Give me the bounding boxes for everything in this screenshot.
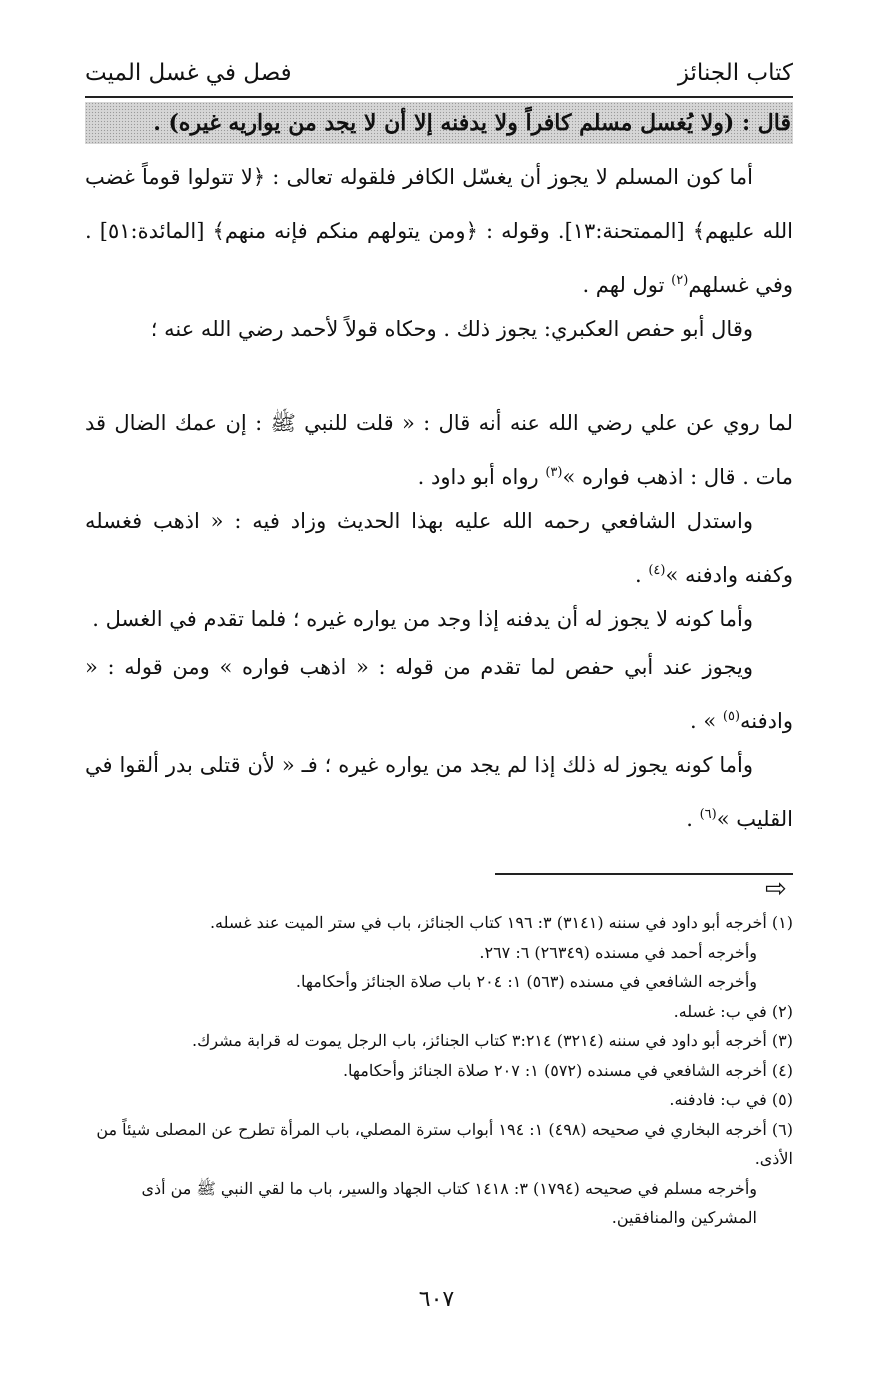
footnote-6: (٦) أخرجه البخاري في صحيحه (٤٩٨) ١: ١٩٤ أبواب سترة المصلي، باب المرأة تطرح عن المصلى شيئاً من الأذى. [96, 1119, 793, 1168]
footnote-ref-4: (٤) [648, 563, 666, 578]
running-header [85, 56, 793, 98]
footnote-ref-6: (٦) [699, 807, 717, 822]
footnote-5: (٥) في ب: فادفنه. [669, 1090, 793, 1109]
footnote-6-continued: وأخرجه مسلم في صحيحه (١٧٩٤) ٣: ١٤١٨ كتاب الجهاد والسير، باب ما لقي النبي ﷺ من أذى المشركين والمنافقين. [141, 1178, 757, 1227]
footnote-3: (٣) أخرجه أبو داود في سننه (٣٢١٤) ٣:٢١٤ كتاب الجنائز، باب الرجل يموت له قرابة مشرك. [192, 1031, 793, 1050]
page-number: ٦٠٧ [418, 1287, 455, 1312]
footnote-1-continued: وأخرجه الشافعي في مسنده (٥٦٣) ١: ٢٠٤ باب صلاة الجنائز وأحكامها. [295, 972, 757, 991]
paragraph-6: ويجوز عند أبي حفص لما تقدم من قوله : « اذهب فواره » ومن قوله : « وادفنه$^{(٥)}$ » . [85, 655, 793, 733]
footnote-separator [495, 873, 793, 875]
footnotes [85, 908, 793, 1233]
section-title: فصل في غسل الميت [85, 60, 292, 86]
book-title: كتاب الجنائز [677, 60, 793, 86]
paragraph-3: لما روي عن علي رضي الله عنه أنه قال : « قلت للنبي ﷺ : إن عمك الضال قد مات . قال : اذهب فواره »$^{(٣)}$ رواه أبو داود . [85, 411, 793, 489]
footnote-1: (١) أخرجه أبو داود في سننه (٣١٤١) ٣: ١٩٦ كتاب الجنائز، باب في ستر الميت عند غسله. [209, 913, 793, 932]
footnote-ref-2: (٢) [671, 273, 689, 288]
paragraph-7: وأما كونه يجوز له ذلك إذا لم يجد من يواره غيره ؛ فـ « لأن قتلى بدر ألقوا في القليب »$^{(٦)}$ . [85, 753, 793, 831]
footnote-ref-3: (٣) [545, 465, 563, 480]
footnote-ref-5: (٥) [722, 709, 741, 724]
footnote-2: (٢) في ب: غسله. [673, 1001, 793, 1021]
section-heading: قال : (ولا يُغسل مسلم كافراً ولا يدفنه إلا أن لا يجد من يواريه غيره) . [85, 102, 793, 144]
footnote-1-continued: وأخرجه أحمد في مسنده (٢٦٣٤٩) ٦: ٢٦٧. [479, 942, 757, 962]
paragraph-5: وأما كونه لا يجوز له أن يدفنه إذا وجد من يواره غيره ؛ فلما تقدم في الغسل . [92, 607, 753, 631]
continuation-arrow-icon: ⇨ [765, 874, 787, 904]
paragraph-4: واستدل الشافعي رحمه الله عليه بهذا الحديث وزاد فيه : « اذهب فغسله وكفنه وادفنه »$^{(٤)}$ . [85, 509, 793, 587]
paragraph-2: وقال أبو حفص العكبري: يجوز ذلك . وحكاه قولاً لأحمد رضي الله عنه ؛ [150, 317, 753, 341]
paragraph-1: أما كون المسلم لا يجوز أن يغسّل الكافر فلقوله تعالى : ﴿لا تتولوا قوماً غضب الله عليهم﴾ [الممتحنة:١٣]. وقوله : ﴿ومن يتولهم منكم فإنه منهم﴾ [المائدة:٥١] . وفي غسلهم$^{(٢)}$ تول لهم . [85, 165, 794, 297]
footnote-4: (٤) أخرجه الشافعي في مسنده (٥٧٢) ١: ٢٠٧ صلاة الجنائز وأحكامها. [342, 1060, 793, 1080]
